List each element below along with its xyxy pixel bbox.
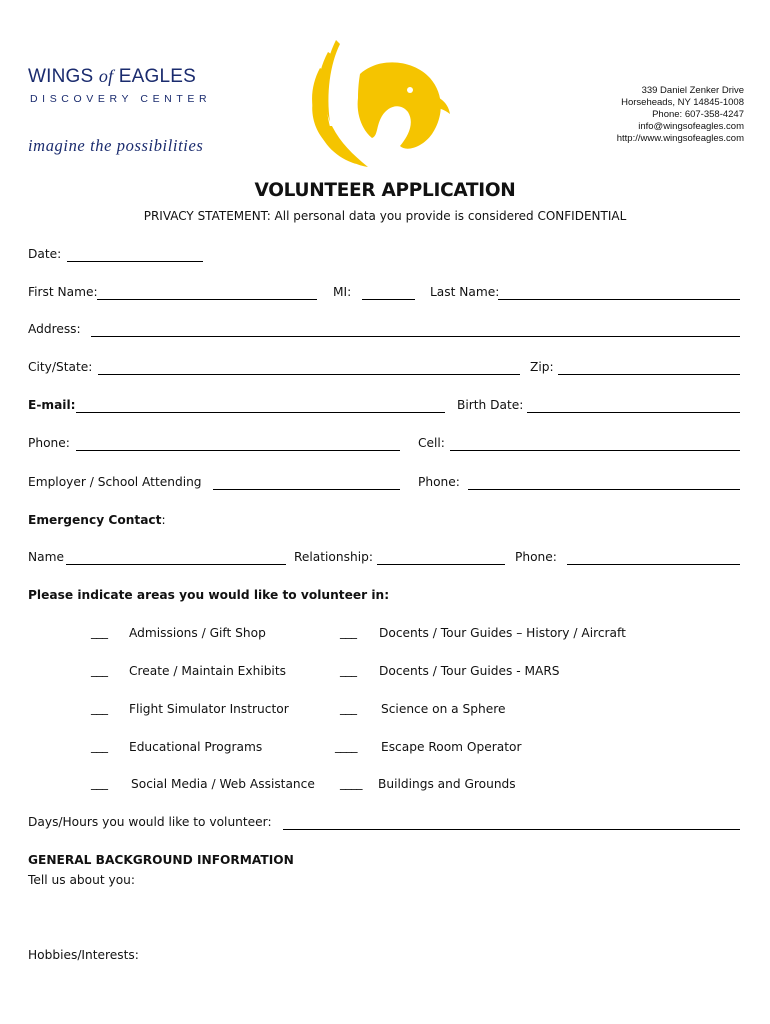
volunteer-option: Admissions / Gift Shop — [129, 626, 266, 640]
contact-website[interactable]: http://www.wingsofeagles.com — [616, 133, 744, 144]
birth-date-field[interactable] — [527, 412, 740, 413]
address-field[interactable] — [91, 336, 740, 337]
city-state-field[interactable] — [98, 374, 520, 375]
contact-phone: Phone: 607-358-4247 — [652, 109, 744, 120]
volunteer-checkbox[interactable]: ____ — [335, 739, 357, 753]
employer-phone-field[interactable] — [468, 489, 740, 490]
org-name-part2: EAGLES — [118, 66, 197, 87]
days-hours-field[interactable] — [283, 829, 740, 830]
zip-label: Zip: — [530, 360, 554, 374]
zip-field[interactable] — [558, 374, 740, 375]
volunteer-option: Flight Simulator Instructor — [129, 702, 289, 716]
volunteer-option: Educational Programs — [129, 740, 263, 754]
emergency-contact-heading — [28, 513, 166, 527]
contact-address: 339 Daniel Zenker Drive — [641, 85, 744, 96]
volunteer-option: Science on a Sphere — [381, 702, 506, 716]
volunteer-checkbox[interactable]: ___ — [91, 625, 108, 639]
volunteer-option: Escape Room Operator — [381, 740, 522, 754]
org-name-of: of — [98, 66, 114, 86]
first-name-field[interactable] — [97, 299, 317, 300]
birth-date-label: Birth Date: — [457, 398, 524, 412]
city-state-label: City/State: — [28, 360, 93, 374]
org-subtitle: DISCOVERY CENTER — [30, 93, 212, 105]
tell-us-label: Tell us about you: — [28, 873, 136, 887]
email-field[interactable] — [76, 412, 445, 413]
relationship-label: Relationship: — [294, 550, 373, 564]
tagline: imagine the possibilities — [28, 136, 204, 155]
volunteer-checkbox[interactable]: ____ — [340, 776, 362, 790]
hobbies-label: Hobbies/Interests: — [28, 948, 139, 962]
contact-email[interactable]: info@wingsofeagles.com — [638, 121, 744, 132]
volunteer-option: Docents / Tour Guides – History / Aircraft — [379, 626, 626, 640]
employer-label: Employer / School Attending — [28, 475, 202, 489]
cell-label: Cell: — [418, 436, 445, 450]
contact-block — [504, 85, 744, 145]
mi-label: MI: — [333, 285, 352, 299]
volunteer-checkbox[interactable]: ___ — [340, 663, 357, 677]
phone-label: Phone: — [28, 436, 70, 450]
relationship-field[interactable] — [377, 564, 505, 565]
volunteer-option: Docents / Tour Guides - MARS — [379, 664, 560, 678]
emergency-phone-field[interactable] — [567, 564, 740, 565]
volunteer-checkbox[interactable]: ___ — [91, 776, 108, 790]
emergency-contact-label: Emergency Contact — [28, 513, 162, 527]
org-name-part1: WINGS — [28, 66, 94, 87]
address-label: Address: — [28, 322, 81, 336]
volunteer-checkbox[interactable]: ___ — [91, 701, 108, 715]
last-name-label: Last Name: — [430, 285, 500, 299]
email-label: E-mail: — [28, 398, 76, 412]
volunteer-checkbox[interactable]: ___ — [91, 663, 108, 677]
volunteer-option: Social Media / Web Assistance — [131, 777, 315, 791]
volunteer-checkbox[interactable]: ___ — [340, 701, 357, 715]
contact-city: Horseheads, NY 14845-1008 — [621, 97, 744, 108]
mi-field[interactable] — [362, 299, 415, 300]
last-name-field[interactable] — [498, 299, 740, 300]
date-field[interactable] — [67, 261, 203, 262]
employer-field[interactable] — [213, 489, 400, 490]
volunteer-option: Buildings and Grounds — [378, 777, 516, 791]
cell-field[interactable] — [450, 450, 740, 451]
phone-field[interactable] — [76, 450, 400, 451]
privacy-statement: PRIVACY STATEMENT: All personal data you provide is considered CONFIDENTIAL — [143, 209, 627, 223]
emergency-name-field[interactable] — [66, 564, 286, 565]
first-name-label: First Name: — [28, 285, 98, 299]
date-label: Date: — [28, 247, 62, 261]
org-logo-name — [28, 66, 196, 88]
emergency-contact-colon: : — [161, 513, 166, 527]
emergency-name-label: Name — [28, 550, 64, 564]
days-hours-label: Days/Hours you would like to volunteer: — [28, 815, 272, 829]
volunteer-checkbox[interactable]: ___ — [340, 625, 357, 639]
background-heading: GENERAL BACKGROUND INFORMATION — [28, 853, 294, 867]
form-title: VOLUNTEER APPLICATION — [254, 180, 516, 201]
volunteer-heading: Please indicate areas you would like to volunteer in: — [28, 588, 390, 602]
employer-phone-label: Phone: — [418, 475, 460, 489]
volunteer-checkbox[interactable]: ___ — [91, 739, 108, 753]
emergency-phone-label: Phone: — [515, 550, 557, 564]
eagle-head-icon — [302, 34, 452, 169]
volunteer-option: Create / Maintain Exhibits — [129, 664, 286, 678]
